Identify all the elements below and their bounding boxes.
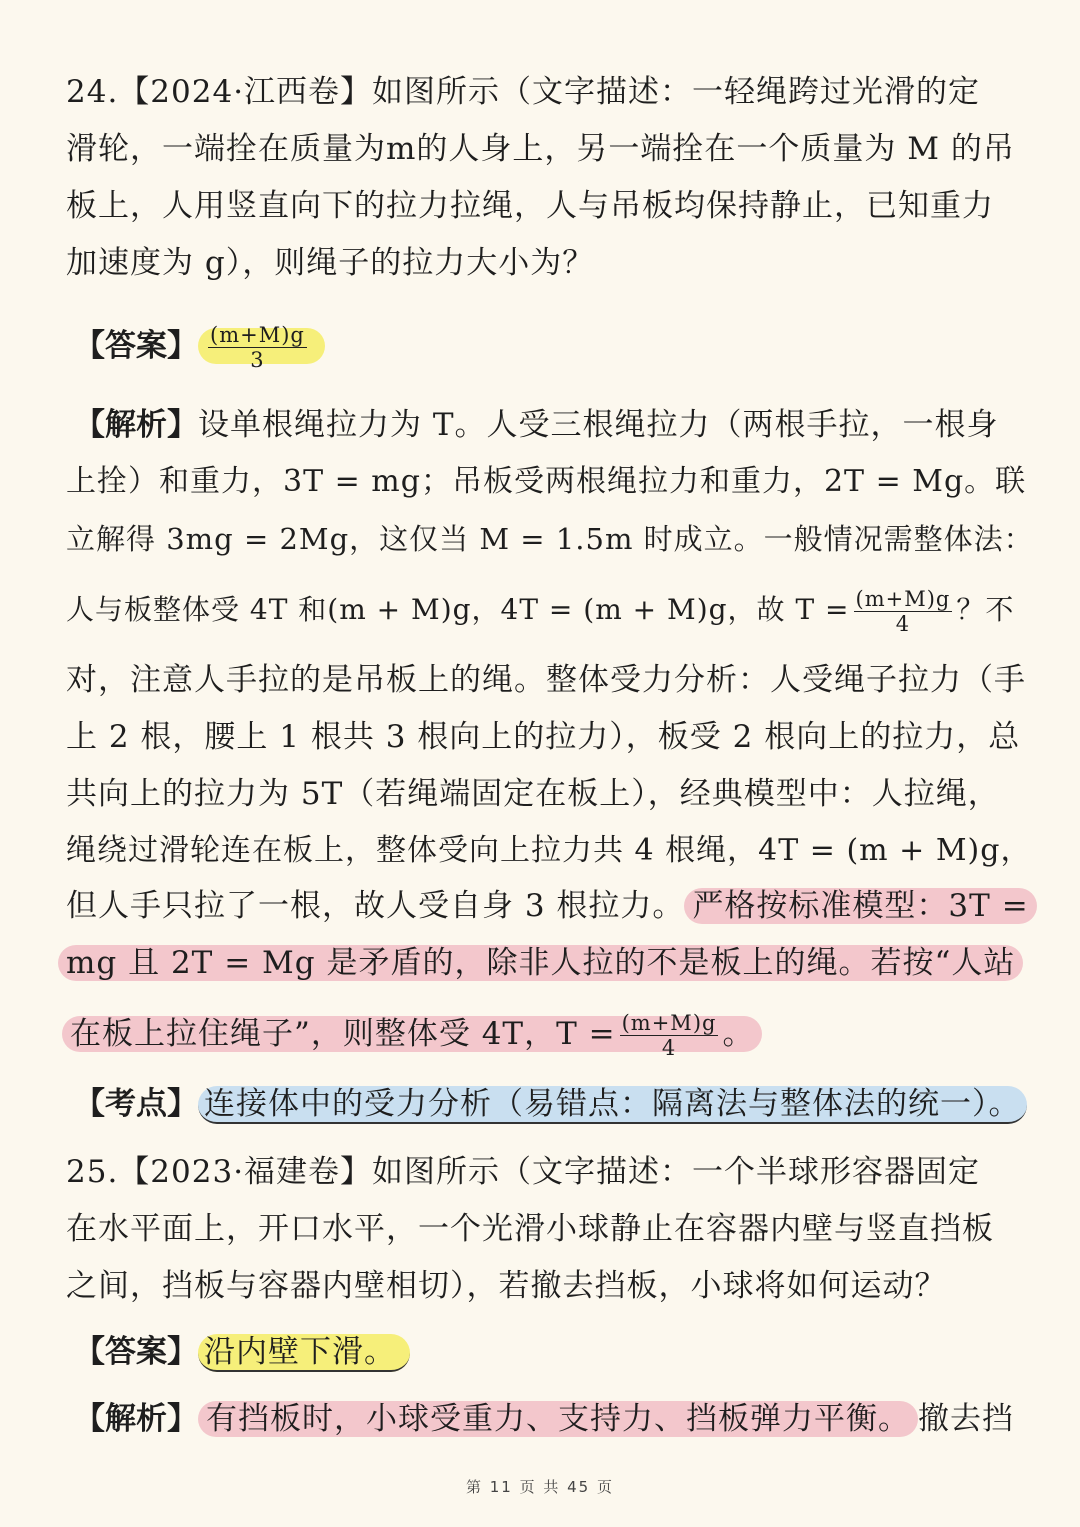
q24-analysis-line-9	[66, 884, 1037, 928]
pink-highlight: 严格按标准模型：3T =	[684, 888, 1036, 924]
fraction-numerator: (m+M)g	[621, 1011, 717, 1035]
fraction-denominator: 3	[250, 348, 265, 372]
q24-line-2: 滑轮，一端拴在质量为m的人身上，另一端拴在一个质量为 M 的吊	[66, 131, 1015, 167]
pink-highlight: mg 且 2T = Mg 是矛盾的，除非人拉的不是板上的绳。若按“人站	[58, 945, 1023, 981]
pink-highlight	[62, 1011, 762, 1060]
fraction-numerator: (m+M)g	[855, 587, 951, 611]
q24-analysis-line-10	[58, 941, 1023, 985]
q24-analysis-line-4	[66, 582, 1014, 638]
q25-answer-row	[74, 1330, 410, 1374]
q25-analysis-line-1	[74, 1397, 1014, 1441]
analysis-text: 在板上拉住绳子”，则整体受 4T，T =	[70, 1016, 616, 1052]
q24-answer-row	[74, 318, 325, 374]
q25-line-2: 在水平面上，开口水平，一个光滑小球静止在容器内壁与竖直挡板	[66, 1211, 994, 1247]
q24-analysis-line-1	[74, 403, 999, 447]
answer-label: 【答案】	[74, 1334, 198, 1370]
page-number: 第 11 页 共 45 页	[465, 1478, 614, 1496]
q24-analysis-line-3: 立解得 3mg = 2Mg，这仅当 M = 1.5m 时成立。一般情况需整体法：	[66, 522, 1034, 556]
analysis-text: 。	[722, 1016, 755, 1052]
key-point-label: 【考点】	[74, 1086, 198, 1122]
q24-analysis-line-5: 对，注意人手拉的是吊板上的绳。整体受力分析：人受绳子拉力（手	[66, 662, 1026, 698]
fraction-numerator: (m+M)g	[210, 323, 305, 347]
analysis-text: 但人手只拉了一根，故人受自身 3 根拉力。	[66, 888, 685, 924]
answer-label: 【答案】	[74, 328, 198, 364]
tension-fraction	[854, 587, 953, 636]
q25-answer-text: 沿内壁下滑。	[198, 1334, 410, 1372]
q24-answer-fraction	[208, 323, 307, 372]
q24-key-point	[74, 1082, 1027, 1126]
q24-line-4: 加速度为 g），则绳子的拉力大小为？	[66, 245, 595, 281]
q24-line-3: 板上，人用竖直向下的拉力拉绳，人与吊板均保持静止，已知重力	[66, 188, 994, 224]
pink-highlight: 有挡板时，小球受重力、支持力、挡板弹力平衡。	[198, 1401, 918, 1437]
analysis-text: 人与板整体受 4T 和(m + M)g，4T = (m + M)g，故 T =	[66, 593, 850, 626]
analysis-label: 【解析】	[74, 407, 198, 443]
q24-line-1: 24.【2024·江西卷】如图所示（文字描述：一轻绳跨过光滑的定	[66, 74, 981, 110]
q25-line-3: 之间，挡板与容器内壁相切），若撤去挡板，小球将如何运动？	[66, 1268, 947, 1304]
q24-analysis-line-8: 绳绕过滑轮连在板上，整体受向上拉力共 4 根绳，4T = (m + M)g，	[66, 833, 1032, 868]
q24-answer-highlight	[198, 323, 325, 372]
fraction-denominator: 4	[661, 1036, 677, 1060]
q24-analysis-line-11	[62, 1006, 762, 1062]
tension-fraction	[620, 1011, 719, 1060]
fraction-denominator: 4	[895, 612, 911, 636]
analysis-text: ？不	[956, 593, 1015, 626]
analysis-label: 【解析】	[74, 1401, 198, 1437]
q25-line-1: 25.【2023·福建卷】如图所示（文字描述：一个半球形容器固定	[66, 1154, 981, 1190]
q24-analysis-line-2: 上拴）和重力，3T = mg；吊板受两根绳拉力和重力，2T = Mg。联	[66, 464, 1027, 499]
analysis-text: 设单根绳拉力为 T。人受三根绳拉力（两根手拉，一根身	[198, 407, 999, 443]
analysis-text: 撤去挡	[918, 1401, 1014, 1437]
q24-analysis-line-6: 上 2 根，腰上 1 根共 3 根向上的拉力），板受 2 根向上的拉力，总	[66, 719, 1021, 755]
q24-analysis-line-7: 共向上的拉力为 5T（若绳端固定在板上），经典模型中：人拉绳，	[66, 776, 1000, 812]
key-point-text: 连接体中的受力分析（易错点：隔离法与整体法的统一）。	[198, 1086, 1027, 1124]
